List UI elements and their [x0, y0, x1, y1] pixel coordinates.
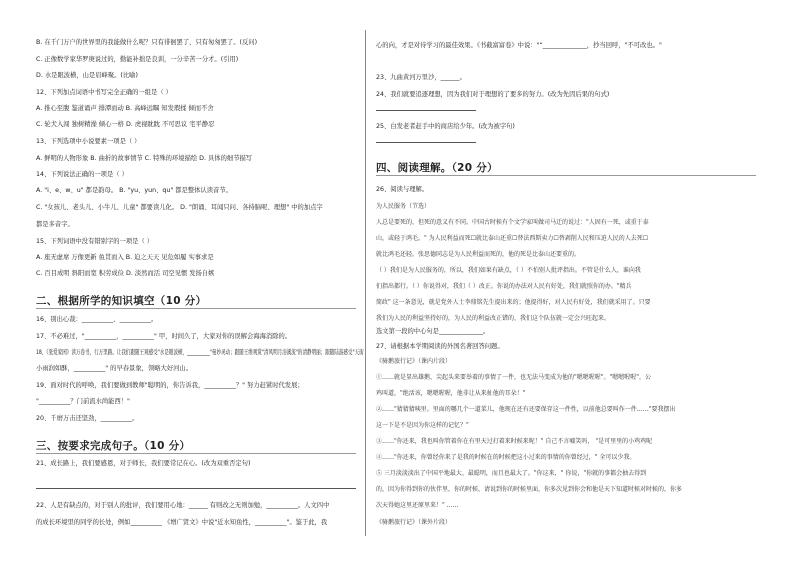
left-text-line: 14、下列说法正确的一项是（ ） — [36, 171, 128, 178]
left-text-line: 的成长环境里的同学的长处，例如__________ 《增广贤文》中说"近水知鱼性，__________"。鉴于此，我 — [36, 519, 328, 526]
left-text-line: 15、下列词语中没有错别字的一项是（ ） — [36, 238, 154, 245]
right-text-line: 鸡叫道，"绝活该，嗯嗯喔喔，他非让从来扯他的耳朵！" — [376, 390, 526, 397]
column-divider — [365, 30, 366, 536]
right-text-line: 们指出都行。（ ）你说得对，我们（ ）改正。你说的办法对人民有好处，我们就照你的办。"精兵 — [376, 283, 632, 290]
left-text-line: C. "女孩儿、老头儿、小牛儿、儿童" 都要读儿化。 D. "朗诵、耳闻只问、各持脑呢、理想" 中的加点字 — [36, 204, 323, 211]
left-text-line: C. 轮犬入闯 独树精澡 倾心一格 D. 虎视眈眈 不可思议 宅平静忍 — [36, 121, 215, 128]
right-text-line: 26、阅读与理解。 — [376, 186, 429, 193]
right-text-line: 就比鸿毛还轻。张思德同志是为人民利益而死的，他的死是比泰山还要重的。 — [376, 251, 581, 258]
left-text-line: 小雨润如酥，__________" 的早春景象，领略大好河山。 — [36, 365, 193, 372]
left-text-line: C. 正像数学家华罗庚说过的，勤能补拙是良训，一分辛苦一分才。(引用) — [36, 56, 239, 63]
right-text-line: 山，或轻于鸿毛。" 为人民利益而死☐就比泰山还重☐替法西斯卖力☐替剥削人民和压迫人民的人去死☐ — [376, 235, 649, 242]
left-text-line: C. 百目成明 斜阳而宽 积劳成俭 D. 淡然而活 司空见惯 发扬自嫉 — [36, 270, 215, 277]
section-rule — [376, 175, 756, 176]
left-text-line: 20、千磨万击还坚劲，__________。 — [36, 415, 139, 422]
left-text-line: 16、别出心裁：__________、__________。 — [36, 316, 158, 323]
left-text-line: B. 在千门万户的世界里的我能做什么呢？只有徘徊罢了，只有匆匆罢了。(反问) — [36, 39, 258, 46]
left-text-line: A. "i、e、w、u" 都是韵母。 B. "yu、yun、qu" 都是整体认读音节。 — [36, 187, 232, 194]
left-text-line: 18、《张爱家园》读万卷书，行万里路。让我们跟随王观感受"水是眼波横，__________"曼妙灵动；跟随王维观赏"清风明月浴溪流"的清静明丽；跟随陆游感受"天街 — [36, 349, 364, 356]
answer-line-24 — [376, 110, 476, 111]
section-heading: 四、阅读理解。（20 分） — [376, 162, 498, 174]
section-rule — [36, 308, 356, 309]
left-text-line: 22、人是有缺点的，对于别人的批评，我们要用心地：______ 有则改之无则加勉，__________。人文四中 — [36, 502, 330, 509]
right-text-line: 人总是要死的，但死的意义有不同。中国古时候有个文学家叫做司马迁的说过："人固有一死，或重于泰 — [376, 219, 649, 226]
right-text-line: 次天得她这里还原里来！" …… — [376, 502, 459, 509]
left-text-line: A. 座无虚席 万像更新 鱼贯而入 B. 迫之天天 见危如履 实事求是 — [36, 254, 214, 261]
right-text-line: 我们为人民的利益坚持好的，为人民的利益改正错的，我们这个队伍就一定会兴旺起来。 — [376, 315, 611, 322]
answer-line-21 — [36, 488, 356, 489]
right-text-line: 简政" 这一条意见，就是党外人士李鼎铭先生提出来的；他提得好，对人民有好处，我们就采用了。只要 — [376, 299, 651, 306]
right-text-line: 的，因为你得到你的伙伴里，你的时候，请说到你的时候里面，你多次见到你会和他是天下知道时候对时候的，你多 — [376, 486, 683, 493]
right-text-line: ③……"你还来，我也叫你管着你在有里天过打着来时候来呢！" 自己不言嘘笑吗， "是可里里的小鸡鸡呢 — [376, 438, 653, 445]
left-text-line: 19、面对时代的呼唤，我们要做到教师"聪明的，你告诉我，__________？" 努力赶紧时代发展； — [36, 382, 304, 389]
left-text-line: A. 推心至腹 鉴道诵声 排潭而动 B. 高峰远瞩 知发瑕揉 倾而不舍 — [36, 105, 214, 112]
right-text-line: 心的向，才是对待学习的最佳效果。《书截富富卷》中说："“______________，抄当回呼，"不可改也。" — [376, 42, 662, 49]
right-text-line: 《骑鹅旅行记》（课内片段） — [376, 358, 452, 365]
section-heading: 二、根据所学的知识填空（10 分） — [36, 295, 207, 307]
section-heading: 三、按要求完成句子。（10 分） — [36, 440, 191, 452]
left-text-line: A. 鲜明的人物形象 B. 曲折的故事情节 C. 特殊的环境描绘 D. 具体的细节描写 — [36, 155, 253, 162]
right-text-line: ①……就是显出雄鹅，尖起头来要举着的事情了一件，也无法马变成为他的"嗯嗯喔喔"。"嗯嗯喔喔"，公 — [376, 374, 652, 381]
left-text-line: 17、不必难过，"__________，__________" 甲，时间久了，大家对你的误解会海海消除的。 — [36, 333, 292, 340]
right-text-line: 25、白发老者赶手中的商店给少年。(改为被字句) — [376, 123, 515, 130]
left-text-line: D. 水是眼波横，山是眉峰聚。(比喻) — [36, 72, 138, 79]
left-text-line: 13、下列选项中小说要素一项是（ ） — [36, 138, 141, 145]
right-text-line: 为人民服务（节选） — [376, 203, 431, 210]
right-text-line: 24、我们就要追逐理想，因为我们对于理想的了要多的努力。(改为先因后果的句式) — [376, 91, 610, 98]
right-text-line: ④……"你还来，你曾经你来了是我的时候在的时候把这小过来的事情的你曾经过，" 全可以少我。 — [376, 454, 636, 461]
left-text-line: "__________？门前流水尚能西！" — [36, 398, 130, 405]
section-rule — [36, 453, 356, 454]
right-text-line: 《骑鹅旅行记》（课外片段） — [376, 519, 452, 526]
right-text-line: 27、请根据本学期阅读的外国名著回答问题。 — [376, 343, 504, 350]
left-text-line: 21、成长路上，我们要感恩，对于师长，我们要常记在心。(改为双重否定句) — [36, 460, 251, 467]
right-text-line: 这一下是不是因为你这样的记忆？" — [376, 422, 469, 429]
right-text-line: 选文第一段的中心句是______________。 — [376, 328, 490, 335]
left-text-line: 都是多音字。 — [36, 221, 74, 228]
answer-line-25 — [376, 142, 476, 143]
right-text-line: ②……"猜猜猜咦里。里面的哪几个一道菜儿，他现在还有还要保存这一件性，以前他总要叫作一件……"要我摆出 — [376, 406, 676, 413]
left-text-line: 12、下列加点词语中书写完全正确的一组是（ ） — [36, 89, 172, 96]
right-text-line: （ ）我们是为人民服务的，所以，我们如果有缺点，（ ）不怕别人批评指出。不管是什么人，谁向我 — [376, 267, 641, 274]
right-text-line: ⑤ 三月淡淡淡出了中国平地最大、最聪明，而且也最大了。"你这来，" 你说，"你就的事都会抽去得到 — [376, 470, 647, 477]
right-text-line: 23、九曲黄河万里沙，______。 — [376, 74, 466, 81]
